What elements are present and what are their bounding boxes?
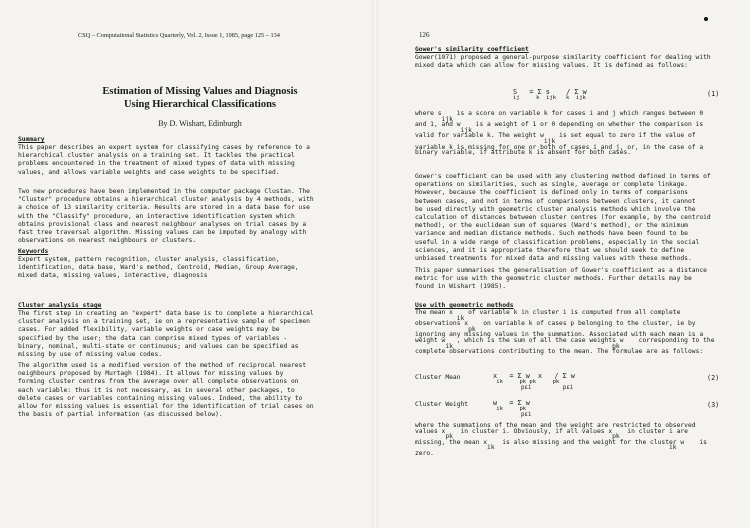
keywords-heading: Keywords — [18, 248, 49, 255]
gower-paragraph-3: This paper summarises the generalisation of Gower's coefficient as a distance metric for use with the geometric cluster methods. Further details may be found in Wishart (1985). — [415, 267, 707, 291]
keywords-text: Expert system, pattern recognition, cluster analysis, classification, identification, data base, Ward's method, Centroid, Median, Group Average, mixed data, missing values, interactive, diagnosis — [18, 256, 299, 280]
geometric-methods-paragraph: The mean x of variable k in cluster i is computed from all complete ik observations x on variable k of cases p belonging to the cluster, ie by pk ignoring any missing values in the summation. Associated with each mean is a weight w , which is the sum of all the case weights w corresponding to the ik pk complete observations contributing to the mean. The formulae are as follows: — [415, 309, 715, 356]
ink-blot — [704, 17, 708, 21]
equation-3-summation-range: pεi — [521, 412, 532, 418]
summary-paragraph-1: This paper describes an expert system for classifying cases by reference to a hierarchical cluster analysis on a training set. It tackles the practical problems encountered in the treatment of mixed types of data with missing values, and allows variable weights and case weights to be specified. — [18, 144, 310, 176]
equation-3-number: (3) — [707, 401, 720, 409]
title-line-2: Using Hierarchical Classifications — [123, 98, 277, 110]
equation-3-subscripts: ik pk — [493, 406, 527, 412]
equation-1-subscripts: ij k ijk k ijk — [513, 95, 586, 101]
right-page — [375, 0, 750, 528]
equation-1-number: (1) — [707, 90, 720, 98]
equation-3-label: Cluster Weight — [415, 401, 469, 408]
gower-intro: Gower(1971) proposed a general-purpose similarity coefficient for dealing with mixed data which can allow for missing values. It is defined as follows: — [415, 54, 711, 70]
running-head: CSQ – Computational Statistics Quarterly, Vol. 2, Issue 1, 1985, page 125 – 134 — [78, 32, 280, 39]
cluster-paragraph-1: The first step in creating an "expert" data base is to complete a hierarchical cluster analysis on a training set, ie on a representative sample of specimen cases. For added flexibility, variable weights or case weights may be specified by the user; the data can comprise mixed types of variables - binary, nominal, multi-state or continuous; and values can be specified as missing by use of missing value codes. — [18, 310, 314, 359]
equation-2-subscripts: ik pk pk pk — [493, 379, 560, 385]
summary-paragraph-2: Two new procedures have been implemented in the computer package Clustan. The "Cluster" procedure obtains a hierarchical cluster analysis by 4 methods, with a choice of 13 similarity criteria. Results are stored in a data base for use with the "Classify" procedure, an interactive identification system which obtains provisional class and nearest neighbour analyses on trial cases by a fast tree traversal algorithm. Missing values can be imputed by analogy with observations on nearest neighbours or clusters. — [18, 188, 314, 245]
page-number: 126 — [419, 31, 430, 39]
cluster-analysis-heading: Cluster analysis stage — [18, 302, 102, 309]
equation-1: S = Σ s / Σ w — [513, 88, 587, 96]
cluster-paragraph-2: The algorithm used is a modified version of the method of reciprocal nearest neighbours proposed by Murtagh (1984). It allows for missing values by forming cluster centres from the average over all complete observations on each variable: thus it is not necessary, as in several other packages, to delete cases or variables containing missing values. Indeed, the ability to allow for missing values is essential for the identification of trial cases on the basis of partial information (as discussed below). — [18, 362, 314, 419]
equation-2: x = Σ w x / Σ w — [493, 372, 575, 380]
equation-2-summation-range: pεi pεi — [521, 385, 574, 391]
author-line: By D. Wishart, Edinburgh — [158, 119, 242, 128]
gower-where-paragraph: where s is a score on variable k for cases i and j which ranges between 0 ijk and 1, and w is a weight of 1 or 0 depending on whether the comparison is ijk valid for variable k. The weight w is set equal to zero if the value of ijk variable k is missing for one or both of cases i and j, or, in the case of a binary variable, if attribute k is absent for both cases. — [415, 110, 704, 157]
title-line-1: Estimation of Missing Values and Diagnosis — [102, 86, 298, 97]
paper-title — [40, 86, 360, 111]
gower-heading: Gower's similarity coefficient — [415, 46, 529, 53]
geometric-methods-heading: Use with geometric methods — [415, 302, 514, 309]
gower-paragraph-2: Gower's coefficient can be used with any clustering method defined in terms of operations on similarities, such as single, average or complete linkage. However, because the coefficient is defined only in terms of comparisons between cases, and not in terms of comparisons between clusters, it cannot be used directly with geometric cluster analysis methods which involve the calculation of distances between cluster centres (for example, by the centroid method), or the euclidean sum of squares (Ward's method), or the minimum variance and median distance methods. Such methods have been found to be useful in a wide range of classification problems, especially in the social sciences, and it is appropriate therefore that we should seek to define unbiased treatments for mixed data and missing values with these methods. — [415, 173, 711, 263]
equation-2-number: (2) — [707, 374, 720, 382]
equation-2-label: Cluster Mean — [415, 374, 461, 381]
closing-paragraph: where the summations of the mean and the weight are restricted to observed values x in cluster i. Obviously, if all values x in cluster i are pk pk missing, the mean x is also missing and the weight for the cluster w is ik ik zero. — [415, 422, 707, 457]
equation-3: w = Σ w — [493, 399, 530, 407]
summary-heading: Summary — [18, 136, 45, 143]
